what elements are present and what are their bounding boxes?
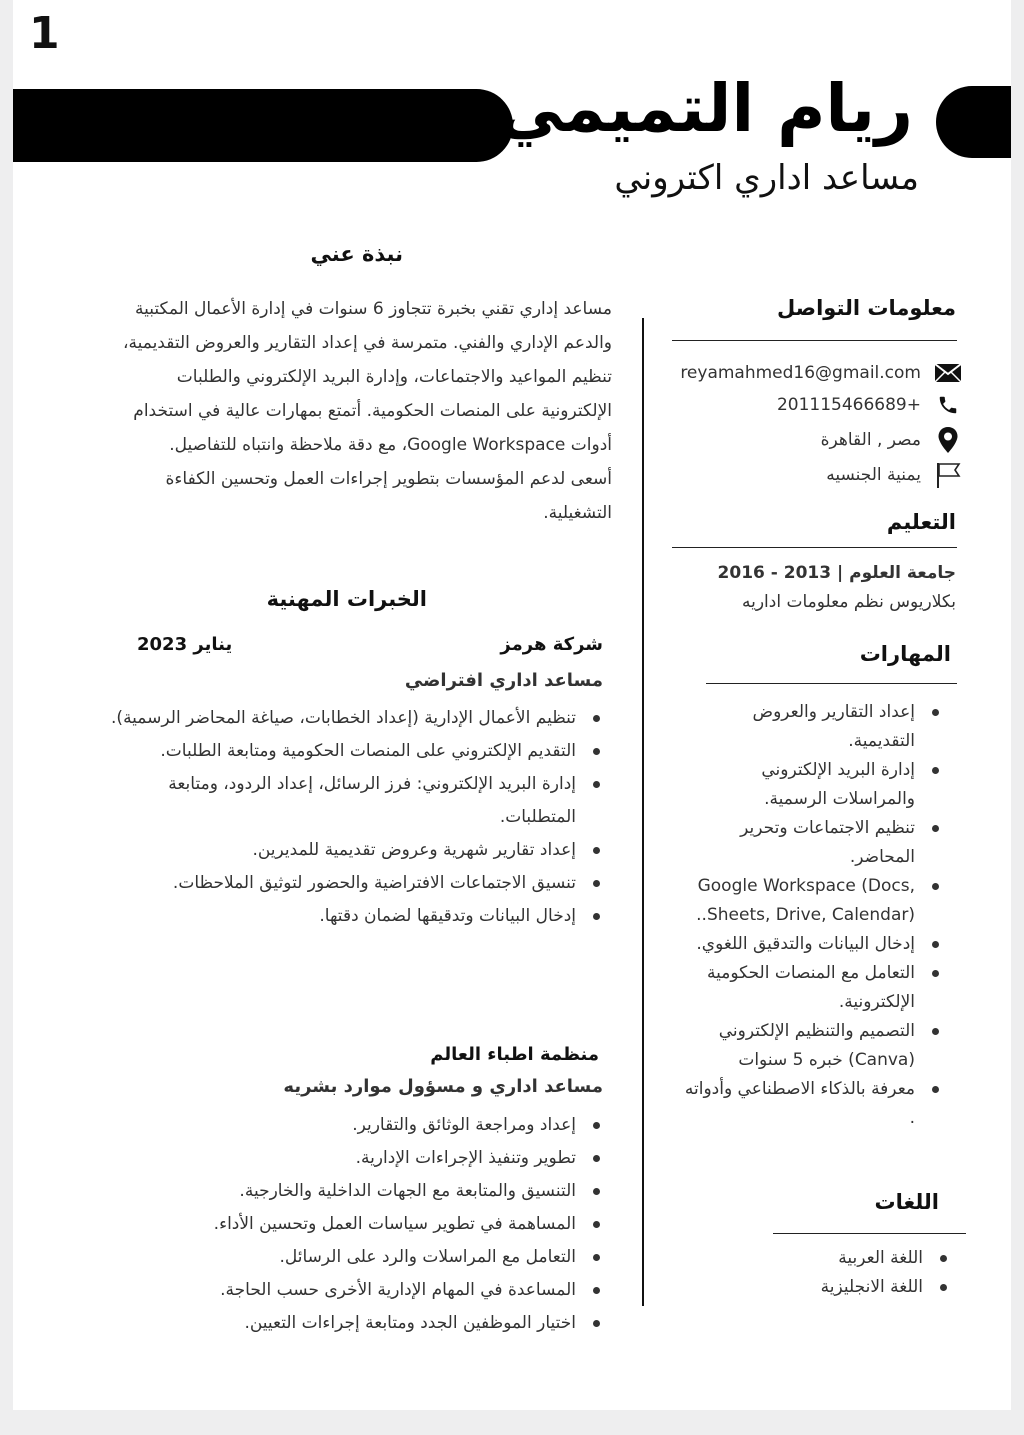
duty-item: إدارة البريد الإلكتروني: فرز الرسائل، إعداد الردود، ومتابعة المتطلبات. [106, 768, 576, 834]
skill-item: إدخال البيانات والتدقيق اللغوي. [681, 930, 915, 959]
education-rule [672, 547, 957, 548]
about-text: مساعد إداري تقني بخبرة تتجاوز 6 سنوات في إدارة الأعمال المكتبية والدعم الإداري والفني. متمرسة في إعداد التقارير والعروض التقديمية، تنظيم المواعيد والاجتماعات، وإدارة البريد الإلكتروني والطلبات الإلكترونية على المنصات الحكومية. أتمتع بمهارات عالية في استخدام أدوات Google Workspace، مع دقة ملاحظة وانتباه للتفاصيل. أسعى لدعم المؤسسات بتطوير إجراءات العمل وتحسين الكفاءة التشغيلية. [123, 299, 612, 523]
job-2-company: منظمة اطباء العالم [430, 1044, 599, 1065]
duty-item: إدخال البيانات وتدقيقها لضمان دقتها. [106, 900, 576, 933]
contact-location-row [673, 425, 963, 455]
language-item: اللغة العربية [743, 1244, 923, 1273]
contact-location: مصر , القاهرة [820, 430, 921, 450]
duty-item: تطوير وتنفيذ الإجراءات الإدارية. [106, 1142, 576, 1175]
duty-item: التنسيق والمتابعة مع الجهات الداخلية والخارجية. [106, 1175, 576, 1208]
education-degree: بكلاريوس نظم معلومات اداريه [741, 592, 956, 612]
page-number: 1 [29, 8, 60, 59]
duty-item: اختيار الموظفين الجدد ومتابعة إجراءات التعيين. [106, 1307, 576, 1340]
location-pin-icon [933, 428, 963, 452]
about-heading: نبذة عني [310, 242, 403, 266]
duty-item: التقديم الإلكتروني على المنصات الحكومية ومتابعة الطلبات. [106, 735, 576, 768]
skill-item: تنظيم الاجتماعات وتحرير المحاضر. [681, 814, 915, 872]
job-2-role: مساعد اداري و مسؤول موارد بشريه [283, 1076, 603, 1097]
contact-rule [672, 340, 957, 341]
skill-item: معرفة بالذكاء الاصطناعي وأدواته . [681, 1075, 915, 1133]
contact-nationality-row [673, 460, 963, 490]
job-1-company: شركة هرمز [500, 634, 603, 655]
job-1-duties [106, 702, 603, 933]
experience-heading: الخبرات المهنية [266, 587, 427, 611]
duty-item: إعداد تقارير شهرية وعروض تقديمية للمديرين. [106, 834, 576, 867]
skill-item: Google Workspace (Docs, Sheets, Drive, Calendar).. [681, 872, 915, 930]
duty-item: تنظيم الأعمال الإدارية (إعداد الخطابات، صياغة المحاضر الرسمية). [106, 702, 576, 735]
language-item: اللغة الانجليزية [743, 1273, 923, 1302]
contact-email[interactable]: reyamahmed16@gmail.com [680, 363, 921, 383]
column-divider [642, 318, 644, 1306]
skills-rule [706, 683, 957, 684]
job-1-date: يناير 2023 [137, 634, 233, 655]
contact-nationality: يمنية الجنسيه [826, 465, 921, 485]
header-bar-left [13, 89, 513, 162]
contact-phone[interactable]: +201115466689 [776, 395, 921, 415]
job-1-role: مساعد اداري افتراضي [404, 670, 603, 691]
candidate-title: مساعد اداري اكتروني [614, 158, 919, 198]
header-bar-right [936, 86, 1011, 158]
duty-item: المساهمة في تطوير سياسات العمل وتحسين الأداء. [106, 1208, 576, 1241]
skill-item: التصميم والتنظيم الإلكتروني (Canva) خبره 5 سنوات [681, 1017, 915, 1075]
job-2-duties [106, 1109, 603, 1340]
skills-list [681, 698, 931, 1133]
duty-item: المساعدة في المهام الإدارية الأخرى حسب الحاجة. [106, 1274, 576, 1307]
contact-phone-row [673, 390, 963, 420]
candidate-name: ريام التميمي [497, 70, 913, 147]
contact-heading: معلومات التواصل [777, 296, 956, 320]
phone-icon [933, 393, 963, 417]
skills-heading: المهارات [859, 642, 951, 666]
languages-rule [773, 1233, 966, 1234]
duty-item: التعامل مع المراسلات والرد على الرسائل. [106, 1241, 576, 1274]
envelope-icon [933, 361, 963, 385]
flag-icon [933, 463, 963, 487]
languages-heading: اللغات [874, 1190, 939, 1214]
education-heading: التعليم [886, 510, 956, 534]
languages-list [743, 1244, 939, 1302]
contact-email-row [673, 358, 963, 388]
duty-item: تنسيق الاجتماعات الافتراضية والحضور لتوثيق الملاحظات. [106, 867, 576, 900]
skill-item: إدارة البريد الإلكتروني والمراسلات الرسمية. [681, 756, 915, 814]
skill-item: إعداد التقارير والعروض التقديمية. [681, 698, 915, 756]
resume-page [13, 0, 1011, 1410]
education-university: جامعة العلوم | 2013 - 2016 [717, 563, 956, 583]
duty-item: إعداد ومراجعة الوثائق والتقارير. [106, 1109, 576, 1142]
skill-item: التعامل مع المنصات الحكومية الإلكترونية. [681, 959, 915, 1017]
